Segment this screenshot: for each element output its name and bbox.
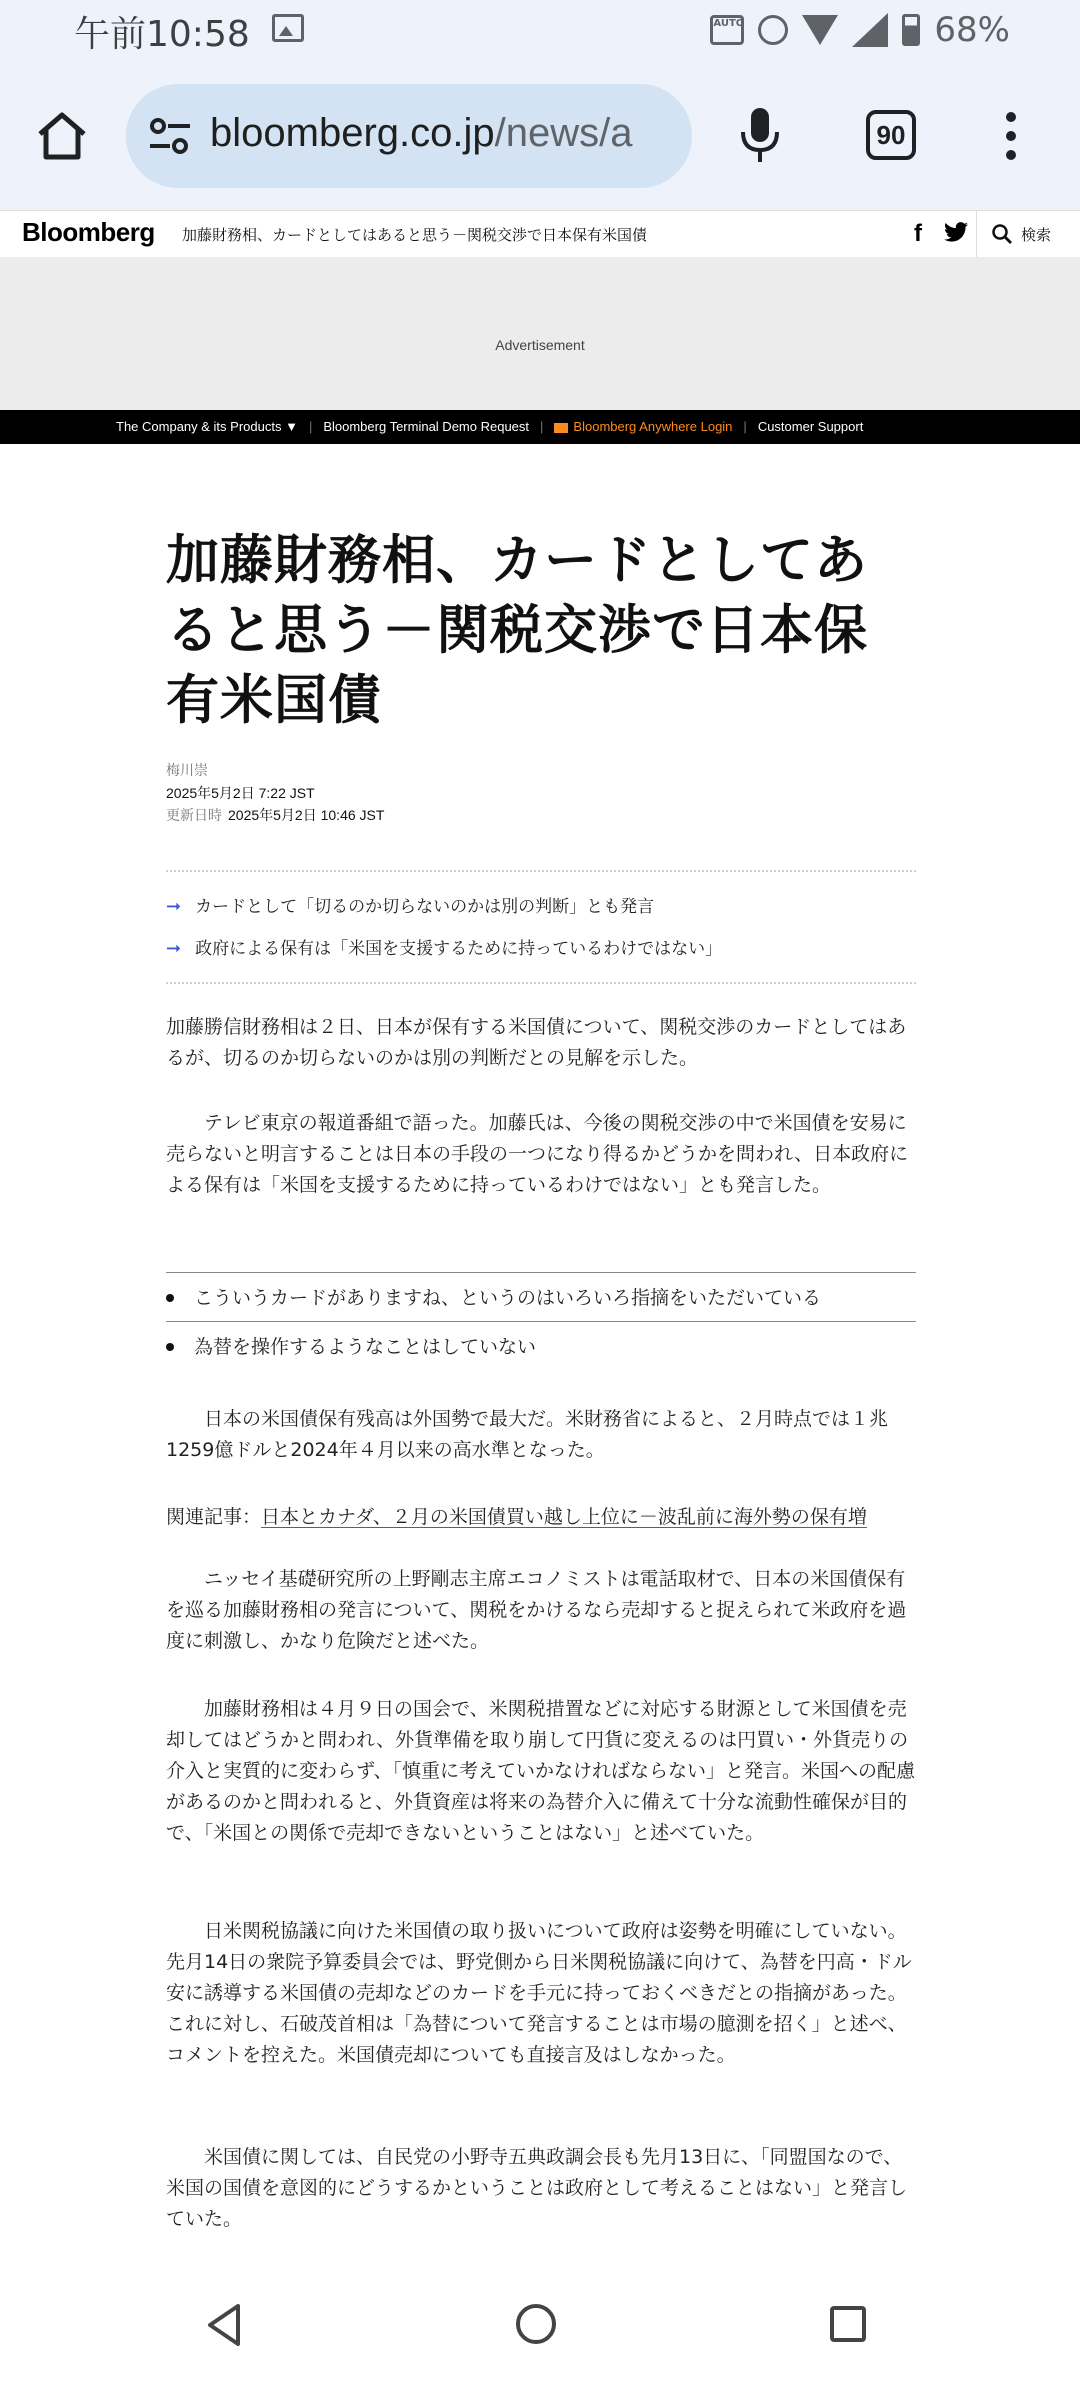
recent-apps-icon[interactable] [830,2306,866,2342]
bloomberg-top-nav [0,410,1080,444]
cell-signal-icon [852,13,888,47]
quote-text: 為替を操作するようなことはしていない [194,1336,537,1358]
home-circle-icon[interactable] [516,2304,556,2344]
terminal-icon [554,423,568,433]
advertisement-area [0,257,1080,410]
anywhere-login-link[interactable]: Bloomberg Anywhere Login [573,419,733,434]
article-paragraph: 米国債に関しては、自民党の小野寺五典政調会長も先月13日に、「同盟国なので、米国の国債を意図的にどうするかということは政府として考えることはない」と発言していた。 [166,2146,908,2230]
related-article-link[interactable]: 日本とカナダ、２月の米国債買い越し上位に－波乱前に海外勢の保有増 [261,1506,867,1528]
terminal-demo-link[interactable]: Bloomberg Terminal Demo Request [323,419,530,434]
related-label: 関連記事： [166,1506,262,1528]
company-products-link[interactable]: The Company & its Products ▼ [116,419,298,434]
wifi-icon [802,15,838,45]
arrow-right-icon: ➞ [166,938,182,959]
nav-separator: | [308,419,313,434]
url-bar[interactable] [126,84,692,188]
article-paragraph: 日本の米国債保有残高は外国勢で最大だ。米財務省によると、２月時点では１兆1259億ドルと2024年４月以来の高水準となった。 [166,1408,889,1461]
article-paragraph: 加藤勝信財務相は２日、日本が保有する米国債について、関税交渉のカードとしてはあるが、切るのか切らないのかは別の判断だとの見解を示した。 [166,1016,907,1069]
article-paragraph: 加藤財務相は４月９日の国会で、米関税措置などに対応する財源として米国債を売却してはどうかと問われ、外貨準備を取り崩して円貨に変えるのは円買い・外貨売りの介入と実質的に変わらず、「慎重に考えていかなければならない」と発言。米国への配慮があるのかと問われると、外貨資産は将来の為替介入に備えて十分な流動性確保が目的で、「米国との関係で売却できないということはない」と述べていた。 [166,1698,915,1844]
nav-separator: | [540,419,544,434]
search-icon [991,223,1013,245]
alarm-icon [758,15,788,45]
article-paragraph: ニッセイ基礎研究所の上野剛志主席エコノミストは電話取材で、日本の米国債保有を巡る加藤財務相の発言について、関税をかけるなら売却すると捉えられて米政府を過度に刺激し、かなり危険だと述べた。 [166,1568,907,1652]
updated-label: 更新日時 [166,807,222,823]
status-bar [0,0,1080,60]
bullet-icon [166,1343,174,1351]
status-icons [710,8,1010,52]
tab-switcher-button[interactable]: 90 [866,110,916,160]
quote-text: こういうカードがありますね、というのはいろいろ指摘をいただいている [194,1287,822,1309]
article-paragraph: テレビ東京の報道番組で語った。加藤氏は、今後の関税交渉の中で米国債を安易に売らないと明言することは日本の手段の一つになり得るかどうかを問われ、日本政府による保有は「米国を支援するために持っているわけではない」とも発言した。 [166,1112,909,1196]
search-label: 検索 [1021,226,1052,244]
status-time: 午前10:58 [74,14,250,55]
customer-support-link[interactable]: Customer Support [757,419,864,434]
quote-item [166,1273,916,1322]
updated-value: 2025年5月2日 10:46 JST [228,807,385,823]
summary-item [166,892,654,917]
search-button[interactable] [976,211,1080,257]
quote-item [166,1322,916,1370]
quote-list [166,1272,916,1370]
twitter-icon[interactable] [944,222,968,242]
site-header [0,210,1080,258]
site-settings-icon[interactable] [148,116,192,156]
article-headline: 加藤財務相、カードとしてあると思う－関税交渉で日本保有米国債 [166,530,868,731]
related-article [166,1502,867,1529]
home-icon[interactable] [36,110,88,162]
header-article-title: 加藤財務相、カードとしてはあると思う－関税交渉で日本保有米国債 [182,226,648,244]
bloomberg-logo[interactable]: Bloomberg [22,217,155,247]
url-host: bloomberg.co.jp [210,111,495,155]
article-paragraph: 日米関税協議に向けた米国債の取り扱いについて政府は姿勢を明確にしていない。先月14日の衆院予算委員会では、野党側から日米関税協議に向けて、為替を円高・ドル安に誘導する米国債の売却などのカードを手元に持っておくべきだとの指摘があった。これに対し、石破茂首相は「為替について発言することは市場の臆測を招く」と述べ、コメントを控えた。米国債売却についても直接言及はしなかった。 [166,1920,912,2066]
published-date: 2025年5月2日 7:22 JST [166,785,315,801]
summary-text: 政府による保有は「米国を支援するために持っているわけではない」 [195,939,723,959]
url-path: /news/a [494,111,633,155]
arrow-right-icon: ➞ [166,896,182,917]
more-options-icon[interactable] [1006,112,1018,160]
image-notification-icon [272,14,304,42]
bullet-icon [166,1294,174,1302]
battery-percent: 68% [934,10,1010,50]
nav-separator: | [743,419,747,434]
summary-item [166,934,722,959]
system-nav-bar [0,2260,1080,2400]
article-summary [166,870,916,984]
facebook-icon[interactable]: f [914,220,922,247]
browser-toolbar [0,60,1080,210]
battery-icon [902,14,920,46]
auto-hz-icon: AUTO [710,15,744,45]
url-text[interactable] [210,111,680,156]
back-icon[interactable] [204,2302,244,2348]
updated-date [166,805,384,825]
microphone-icon[interactable] [738,106,782,164]
author-byline[interactable]: 梅川崇 [166,763,208,779]
advertisement-label: Advertisement [495,337,585,353]
summary-text: カードとして「切るのか切らないのかは別の判断」とも発言 [195,897,655,917]
